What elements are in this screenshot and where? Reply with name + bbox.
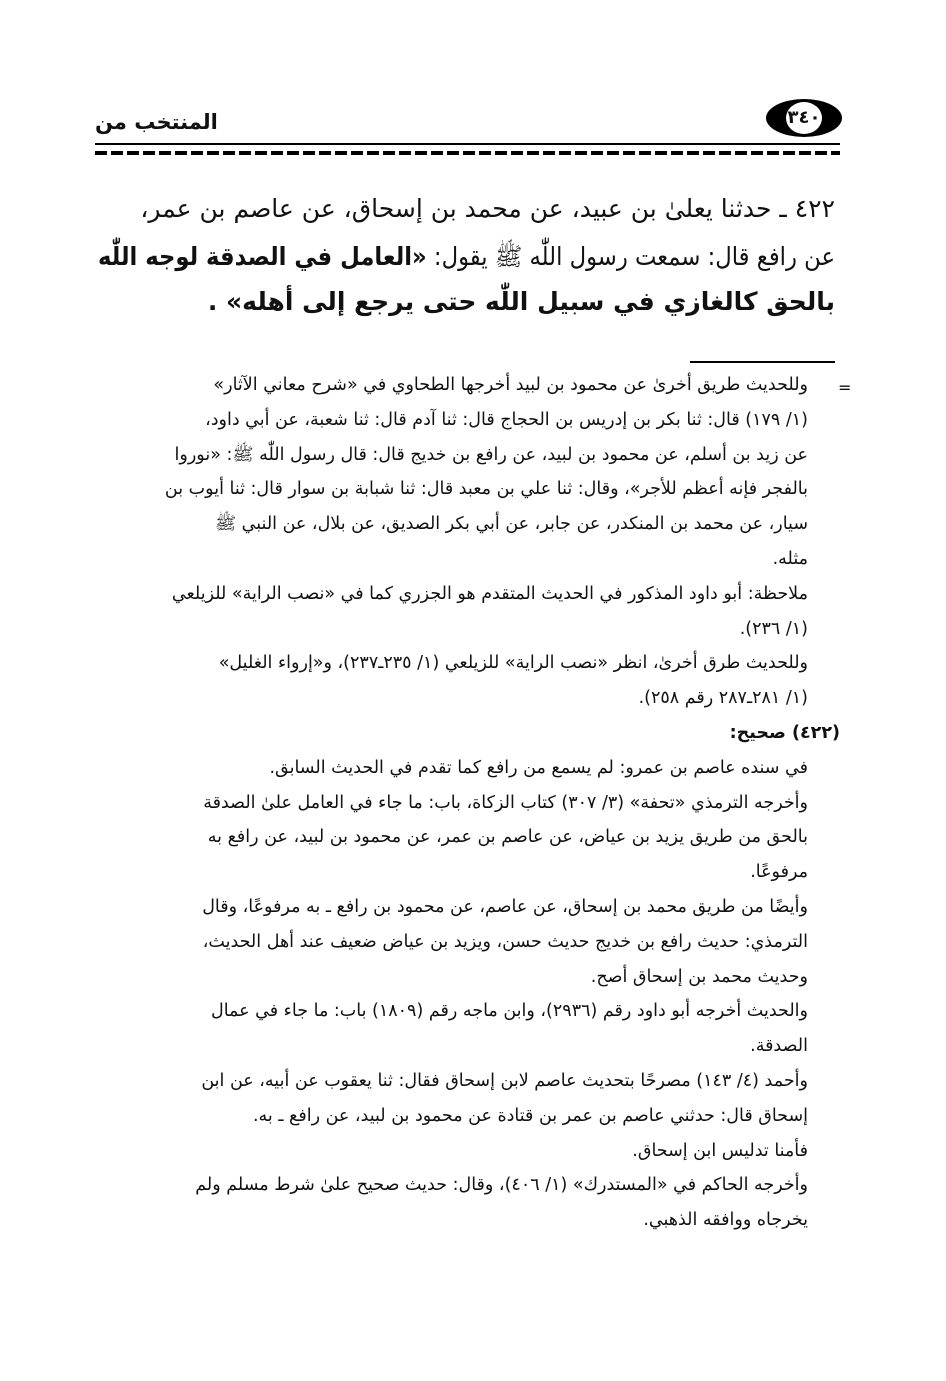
takhrij-line: في سنده عاصم بن عمرو: لم يسمع من رافع كما تقدم في الحديث السابق. xyxy=(269,757,808,778)
takhrij-line: الترمذي: حديث رافع بن خديج حديث حسن، ويزيد بن عياض ضعيف عند أهل الحديث، xyxy=(202,931,808,952)
footnote-separator xyxy=(690,361,835,363)
takhrij-line: يخرجاه ووافقه الذهبي. xyxy=(643,1210,808,1231)
footnote-line: سيار، عن محمد بن المنكدر، عن جابر، عن أبي بكر الصديق، عن بلال، عن النبي ﷺ xyxy=(214,514,808,535)
footnote-line: مثله. xyxy=(772,549,808,569)
grade-heading: (٤٢٢) صحيح: xyxy=(729,723,840,743)
running-title: المنتخب من xyxy=(95,110,218,134)
takhrij-line: مرفوعًا. xyxy=(750,862,808,883)
footnote-line: ملاحظة: أبو داود المذكور في الحديث المتقدم هو الجزري كما في «نصب الراية» للزيلعي xyxy=(171,583,808,604)
footnote-line: عن زيد بن أسلم، عن محمود بن لبيد، عن رافع بن خديج قال: قال رسول اللّٰه ﷺ: «نوروا xyxy=(174,444,808,465)
takhrij-line: وأخرجه الترمذي «تحفة» (٣/ ٣٠٧) كتاب الزكاة، باب: ما جاء في العامل علىٰ الصدقة xyxy=(203,792,808,813)
takhrij-line: وأحمد (٤/ ١٤٣) مصرحًا بتحديث عاصم لابن إسحاق فقال: ثنا يعقوب عن أبيه، عن ابن xyxy=(201,1071,808,1091)
takhrij-line: إسحاق قال: حدثني عاصم بن عمر بن قتادة عن محمود بن لبيد، عن رافع ـ به. xyxy=(252,1105,808,1126)
takhrij-line: والحديث أخرجه أبو داود رقم (٢٩٣٦)، وابن ماجه رقم (١٨٠٩) باب: ما جاء في عمال xyxy=(210,1001,808,1022)
continuation-mark: = xyxy=(838,378,852,397)
hadith-quote: «العامل في الصدقة لوجه اللّٰه xyxy=(97,242,427,271)
hadith-line: ٤٢٢ ـ حدثنا يعلىٰ بن عبيد، عن محمد بن إسحاق، عن عاصم بن عمر، xyxy=(140,194,835,223)
page-number-badge xyxy=(766,99,842,137)
footnote-line: بالفجر فإنه أعظم للأجر»، وقال: ثنا علي بن معبد قال: ثنا شبابة بن سوار قال: ثنا أيوب بن xyxy=(164,479,808,500)
footnote-line: (١/ ٢٨١ـ٢٨٧ رقم ٢٥٨). xyxy=(638,688,808,709)
footnote-line: (١/ ٢٣٦). xyxy=(739,618,808,639)
hadith-quote: بالحق كالغازي في سبيل اللّٰه حتى يرجع إلى أهله» . xyxy=(207,287,835,316)
header-rule xyxy=(95,143,840,145)
takhrij-line: وأيضًا من طريق محمد بن إسحاق، عن عاصم، عن محمود بن رافع ـ به مرفوعًا، وقال xyxy=(202,897,808,917)
takhrij-line: فأمنا تدليس ابن إسحاق. xyxy=(632,1140,808,1161)
page-number: ٣٤٠ xyxy=(786,102,822,134)
footnote-line: وللحديث طرق أخرىٰ، انظر «نصب الراية» للزيلعي (١/ ٢٣٥ـ٢٣٧)، و«إرواء الغليل» xyxy=(218,653,808,674)
footnote-line: (١/ ١٧٩) قال: ثنا بكر بن إدريس بن الحجاج قال: ثنا آدم قال: ثنا شعبة، عن أبي داود، xyxy=(205,409,808,430)
header-dashed-rule xyxy=(95,151,840,155)
takhrij-line: وحديث محمد بن إسحاق أصح. xyxy=(590,966,808,987)
hadith-text: عن رافع قال: سمعت رسول اللّٰه ﷺ يقول: xyxy=(426,242,835,271)
takhrij-line: وأخرجه الحاكم في «المستدرك» (١/ ٤٠٦)، وقال: حديث صحيح علىٰ شرط مسلم ولم xyxy=(195,1175,808,1196)
takhrij-line: بالحق من طريق يزيد بن عياض، عن عاصم بن عمر، عن محمود بن لبيد، عن رافع به xyxy=(207,827,808,848)
takhrij-line: الصدقة. xyxy=(750,1036,808,1057)
hadith-line xyxy=(97,234,835,280)
footnote-line: وللحديث طريق أخرىٰ عن محمود بن لبيد أخرجها الطحاوي في «شرح معاني الآثار» xyxy=(213,375,808,395)
